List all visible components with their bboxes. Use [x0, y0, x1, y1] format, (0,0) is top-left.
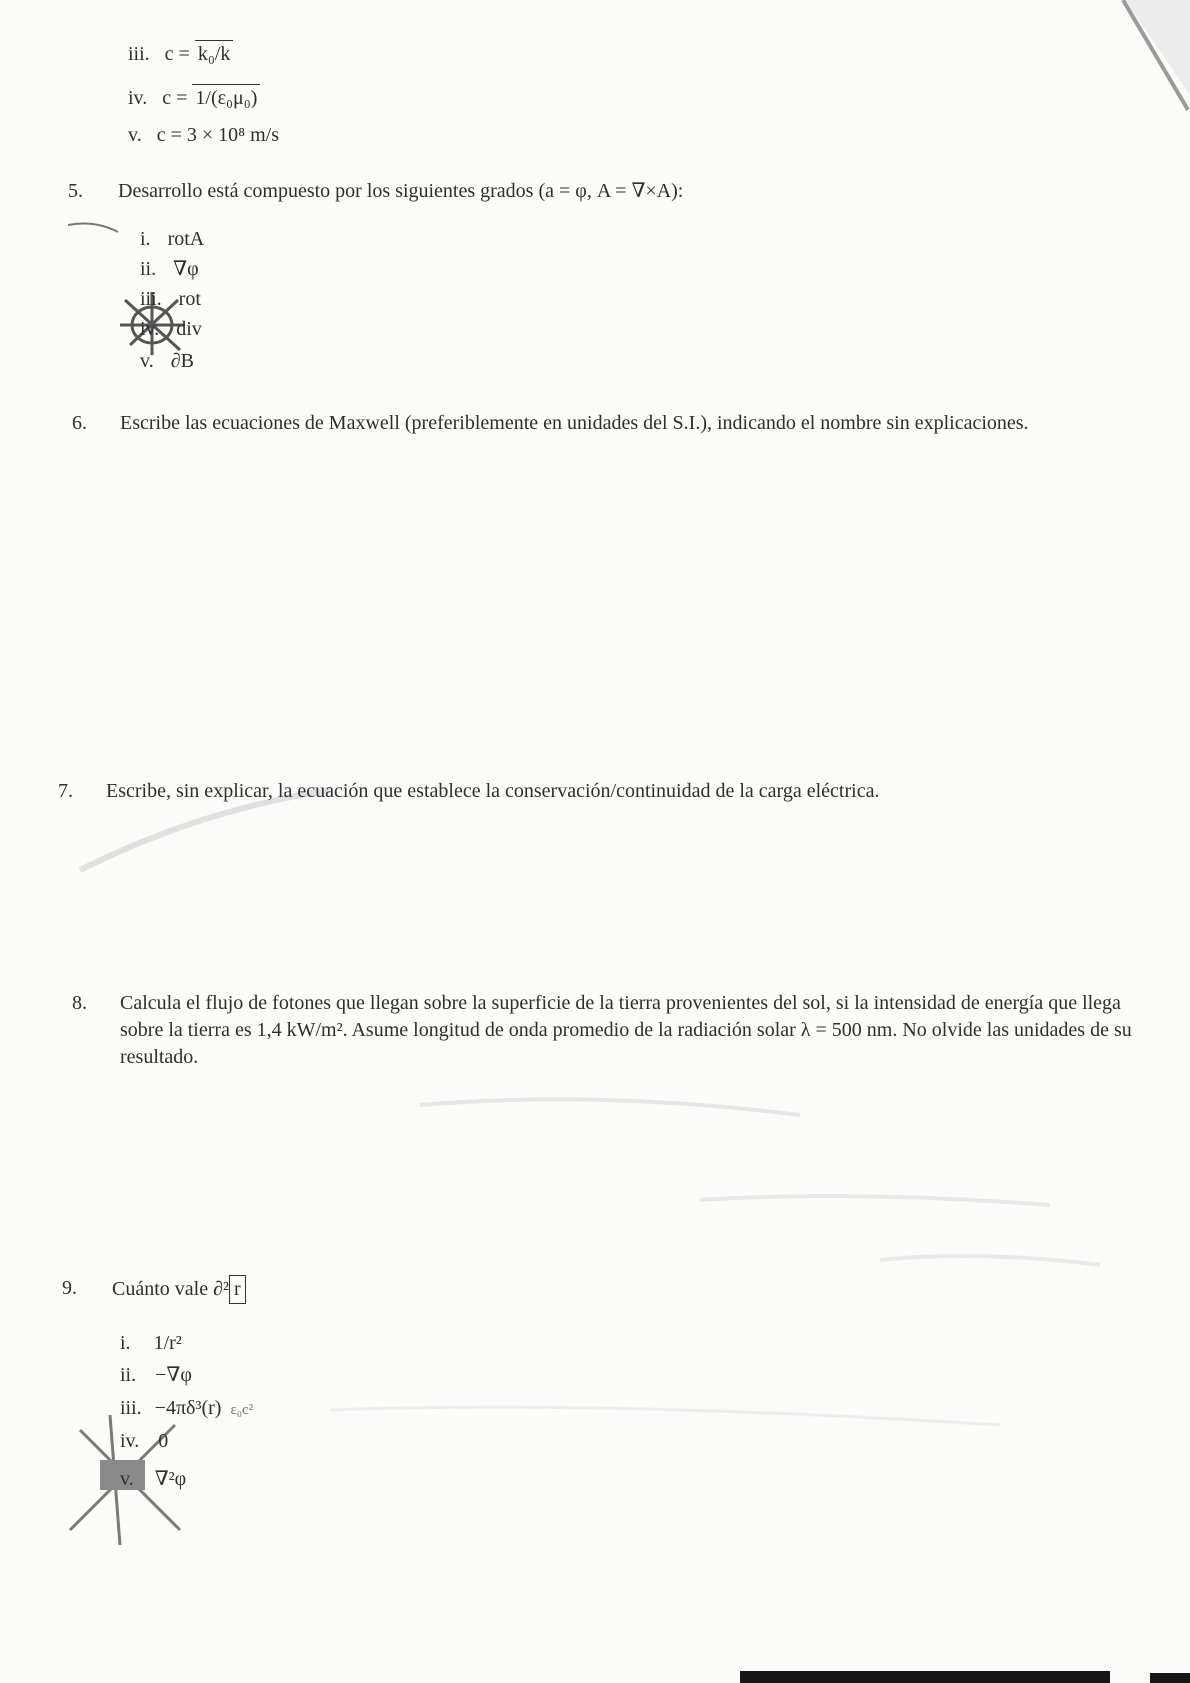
boxed-term: r: [229, 1275, 246, 1304]
q4-option: iv. c = 1/(ε₀μ₀): [128, 84, 260, 111]
q9-option: i. 1/r²: [120, 1332, 182, 1354]
question-text: Desarrollo está compuesto por los siguientes grados (a = φ, A = ∇×A):: [118, 180, 684, 202]
q9-option: v. ∇²φ: [120, 1468, 187, 1490]
question-text: Escribe las ecuaciones de Maxwell (preferiblemente en unidades del S.I.), indicando el nombre sin explicaciones.: [120, 412, 1029, 434]
question-number: 6.: [72, 412, 87, 434]
q4-option: v. c = 3 × 10⁸ m/s: [128, 124, 280, 146]
q5-option: ii. ∇φ: [140, 258, 199, 280]
question-number: 7.: [58, 780, 73, 802]
question-number: 9.: [62, 1277, 77, 1299]
q5-option: v. ∂B: [140, 350, 194, 372]
q9-option: ii. −∇φ: [120, 1364, 192, 1386]
scan-edge-bar: [1150, 1673, 1190, 1683]
question-text: Escribe, sin explicar, la ecuación que establece la conservación/continuidad de la carga eléctrica.: [106, 780, 880, 802]
question-number: 8.: [72, 992, 87, 1014]
question-text: Cuánto vale ∂² r: [112, 1275, 246, 1304]
q5-option: iv. div: [140, 318, 202, 340]
q5-option: iii. rot: [140, 288, 201, 310]
question-text: Calcula el flujo de fotones que llegan sobre la superficie de la tierra provenientes del sol, si la intensidad de energía que llega sobre la tierra es 1,4 kW/m². Asume longitud de onda promedio de la radiación solar λ = 500 nm. No olvide las unidades de su resultado.: [120, 992, 1132, 1068]
q9-option: iv. 0: [120, 1430, 169, 1452]
question-number: 5.: [68, 180, 83, 202]
handwritten-note: ε₀c²: [230, 1402, 254, 1418]
sqrt-term: k₀/k: [195, 40, 234, 67]
sqrt-term: 1/(ε₀μ₀): [192, 84, 260, 111]
q9-option: iii. −4πδ³(r) ε₀c²: [120, 1397, 254, 1419]
scan-edge-bar: [740, 1671, 1110, 1683]
q4-option: iii. c = k₀/k: [128, 40, 233, 67]
q5-option: i. rotA: [140, 228, 205, 250]
